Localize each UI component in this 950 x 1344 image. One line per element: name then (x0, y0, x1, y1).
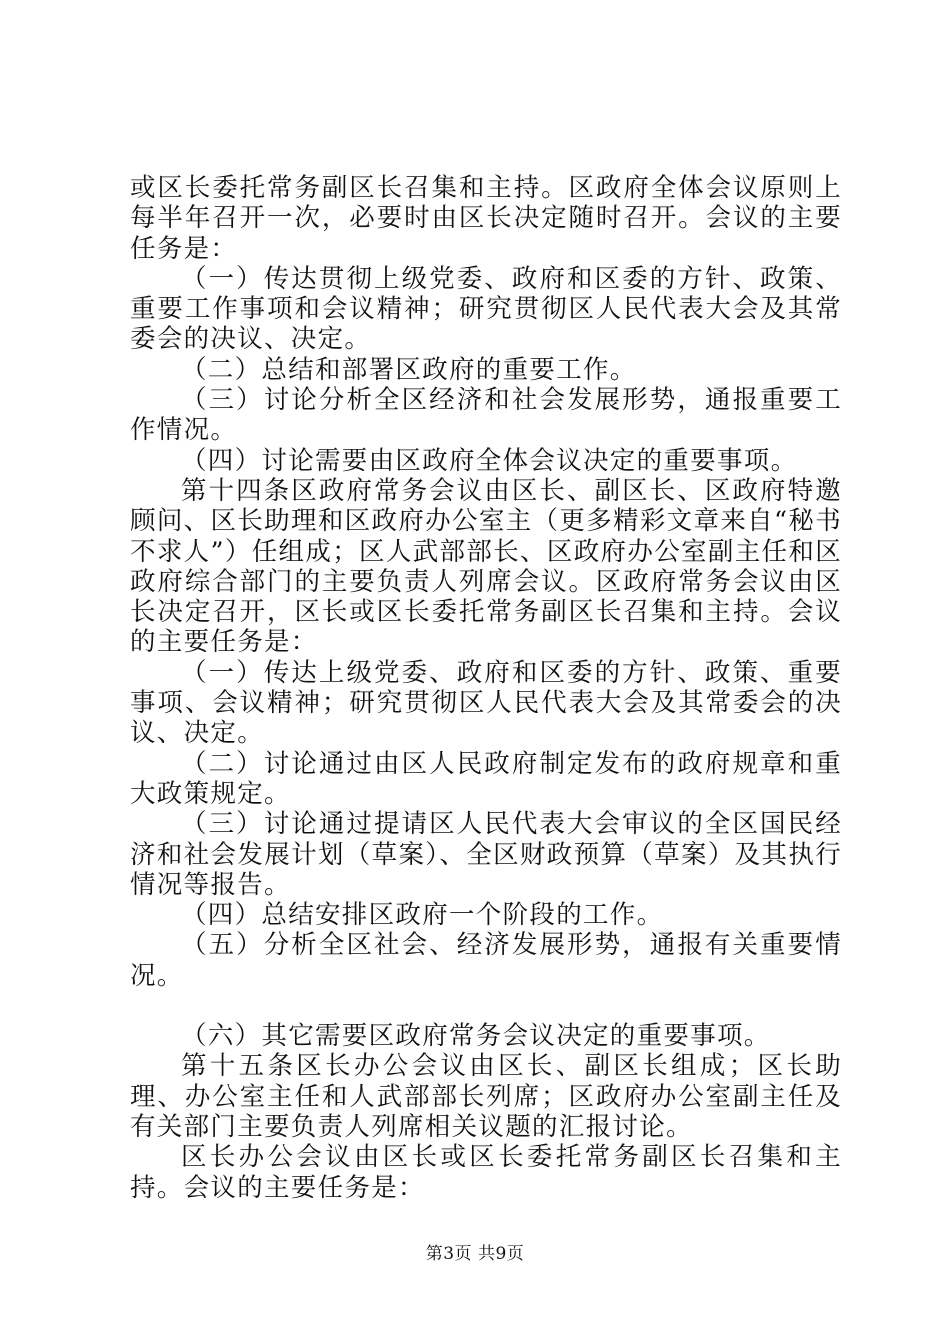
paragraph-item-3b: （三）讨论通过提请区人民代表大会审议的全区国民经济和社会发展计划（草案）、全区财政预算（草案）及其执行情况等报告。 (130, 809, 842, 900)
paragraph-article-15: 第十五条区长办公会议由区长、副区长组成；区长助理、办公室主任和人武部部长列席；区政府办公室副主任及有关部门主要负责人列席相关议题的汇报讨论。 (130, 1051, 842, 1142)
paragraph-item-6b: （六）其它需要区政府常务会议决定的重要事项。 (181, 1021, 771, 1052)
paragraph-item-3: （三）讨论分析全区经济和社会发展形势，通报重要工作情况。 (130, 385, 842, 446)
paragraph-item-2: （二）总结和部署区政府的重要工作。 (181, 354, 637, 385)
paragraph-item-2b: （二）讨论通过由区人民政府制定发布的政府规章和重大政策规定。 (130, 748, 842, 809)
page-footer (0, 1243, 950, 1265)
paragraph-item-4: （四）讨论需要由区政府全体会议决定的重要事项。 (181, 445, 798, 476)
paragraph-item-4b: （四）总结安排区政府一个阶段的工作。 (181, 900, 664, 931)
paragraph-item-5b: （五）分析全区社会、经济发展形势，通报有关重要情况。 (130, 930, 842, 991)
paragraph-office-meeting: 区长办公会议由区长或区长委托常务副区长召集和主持。会议的主要任务是： (130, 1142, 842, 1203)
page-number-label: 第3页 共9页 (425, 1244, 525, 1264)
paragraph-article-14: 第十四条区政府常务会议由区长、副区长、区政府特邀顾问、区长助理和区政府办公室主（更多精彩文章来自“秘书不求人”）任组成；区人武部部长、区政府办公室副主任和区政府综合部门的主要负责人列席会议。区政府常务会议由区长决定召开，区长或区长委托常务副区长召集和主持。会议的主要任务是： (130, 475, 842, 658)
paragraph-continuation: 或区长委托常务副区长召集和主持。区政府全体会议原则上每半年召开一次，必要时由区长决定随时召开。会议的主要任务是： (130, 173, 842, 264)
document-body (130, 173, 842, 1203)
paragraph-item-1: （一）传达贯彻上级党委、政府和区委的方针、政策、重要工作事项和会议精神；研究贯彻区人民代表大会及其常委会的决议、决定。 (130, 263, 842, 355)
paragraph-item-1b: （一）传达上级党委、政府和区委的方针、政策、重要事项、会议精神；研究贯彻区人民代表大会及其常委会的决议、决定。 (130, 657, 842, 749)
